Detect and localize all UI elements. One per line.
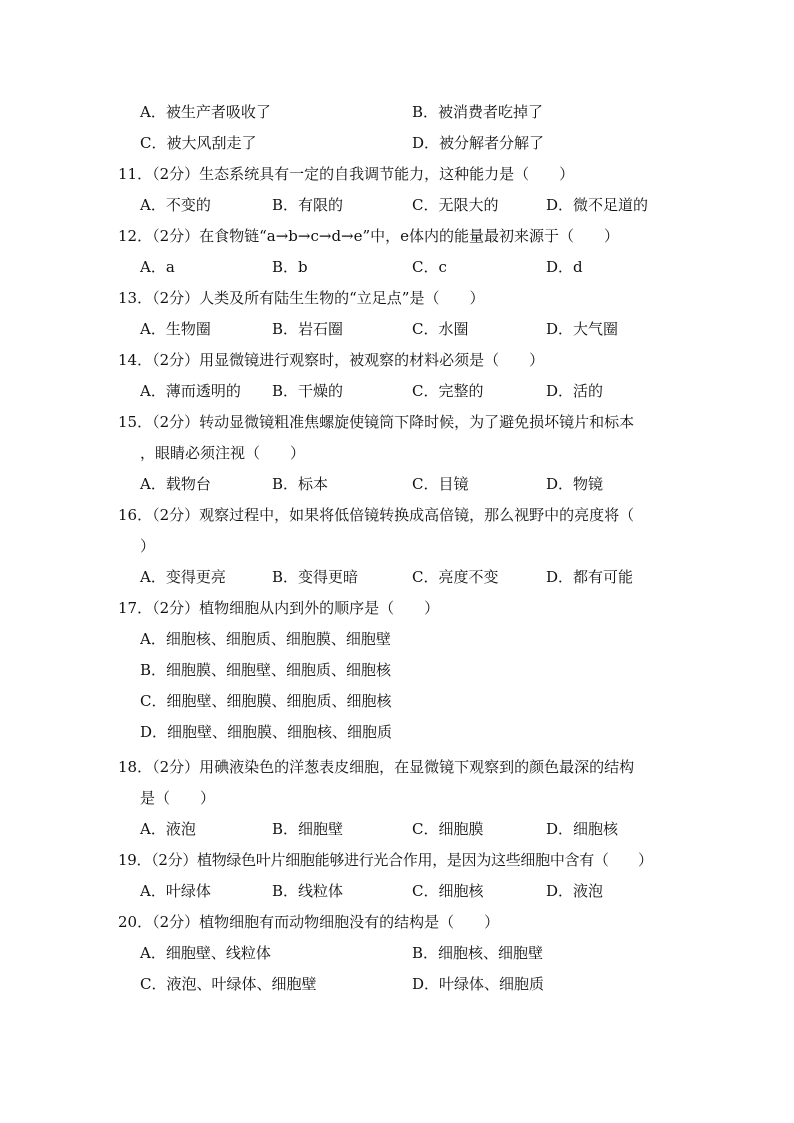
q13-stem-line [0,286,794,310]
q18-option-b: B．细胞壁 [272,820,344,838]
q16-stem-cont-line [0,534,794,558]
q12-stem: 12．（2分）在食物链“a→b→c→d→e”中，e体内的能量最初来源于（ ） [118,227,620,245]
q20-stem: 20．（2分）植物细胞有而动物细胞没有的结构是（ ） [118,913,500,931]
q17-stem-line [0,596,794,620]
q18-option-a: A．液泡 [140,820,196,838]
q19-option-d: D．液泡 [546,882,604,900]
q13-option-d: D．大气圈 [546,320,619,338]
q16-option-b: B．变得更暗 [272,568,359,586]
q16-stem-cont: ） [140,537,156,555]
q18-stem-cont: 是（ ） [140,789,216,807]
q12-stem-line [0,224,794,248]
q13-option-b: B．岩石圈 [272,320,344,338]
q14-options [0,379,794,403]
q12-option-d: D．d [546,258,583,276]
q20-option-c: C．液泡、叶绿体、细胞壁 [140,975,317,993]
q10-option-b: B．被消费者吃掉了 [412,103,544,121]
q20-option-d: D．叶绿体、细胞质 [412,975,545,993]
q11-stem: 11．（2分）生态系统具有一定的自我调节能力，这种能力是（ ） [118,165,575,183]
q18-options [0,817,794,841]
q16-options [0,565,794,589]
q15-stem-line [0,410,794,434]
q17-stem: 17．（2分）植物细胞从内到外的顺序是（ ） [118,599,440,617]
q12-option-c: C．c [412,258,447,276]
q14-option-d: D．活的 [546,382,604,400]
q18-stem: 18．（2分）用碘液染色的洋葱表皮细胞，在显微镜下观察到的颜色最深的结构 [118,758,635,776]
q20-options-row-1 [0,941,794,965]
q10-options-row-1 [0,100,794,124]
q18-option-d: D．细胞核 [546,820,619,838]
q14-stem-line [0,348,794,372]
q14-stem: 14．（2分）用显微镜进行观察时，被观察的材料必须是（ ） [118,351,545,369]
q15-stem: 15．（2分）转动显微镜粗准焦螺旋使镜筒下降时候，为了避免损坏镜片和标本 [118,413,635,431]
q11-options [0,193,794,217]
q17-option-a: A．细胞核、细胞质、细胞膜、细胞壁 [140,630,391,648]
q11-stem-line [0,162,794,186]
q16-option-a: A．变得更亮 [140,568,226,586]
q17-option-d-line [0,720,794,744]
q15-option-d: D．物镜 [546,475,604,493]
q15-option-b: B．标本 [272,475,329,493]
q17-option-b-line [0,658,794,682]
q14-option-a: A．薄而透明的 [140,382,241,400]
q13-stem: 13．（2分）人类及所有陆生生物的“立足点”是（ ） [118,289,485,307]
q18-option-c: C．细胞膜 [412,820,484,838]
q15-options [0,472,794,496]
q18-stem-line [0,755,794,779]
q20-option-b: B．细胞核、细胞壁 [412,944,544,962]
q12-option-a: A．a [140,258,175,276]
q12-options [0,255,794,279]
q15-stem-cont-line [0,441,794,465]
q11-option-a: A．不变的 [140,196,211,214]
q14-option-b: B．干燥的 [272,382,344,400]
q17-option-c: C．细胞壁、细胞膜、细胞质、细胞核 [140,692,392,710]
q10-options-row-2 [0,131,794,155]
q15-option-a: A．载物台 [140,475,211,493]
q12-option-b: B．b [272,258,308,276]
q11-option-d: D．微不足道的 [546,196,649,214]
q17-option-a-line [0,627,794,651]
q20-stem-line [0,910,794,934]
q18-stem-cont-line [0,786,794,810]
q19-option-a: A．叶绿体 [140,882,211,900]
q16-option-d: D．都有可能 [546,568,634,586]
q15-option-c: C．目镜 [412,475,469,493]
q20-options-row-2 [0,972,794,996]
q16-stem-line [0,503,794,527]
q13-option-a: A．生物圈 [140,320,211,338]
q10-option-a: A．被生产者吸收了 [140,103,271,121]
q16-stem: 16．（2分）观察过程中，如果将低倍镜转换成高倍镜，那么视野中的亮度将（ [118,506,635,524]
q14-option-c: C．完整的 [412,382,484,400]
q17-option-b: B．细胞膜、细胞壁、细胞质、细胞核 [140,661,392,679]
q19-option-c: C．细胞核 [412,882,484,900]
q10-option-c: C．被大风刮走了 [140,134,257,152]
q11-option-b: B．有限的 [272,196,344,214]
q13-options [0,317,794,341]
q16-option-c: C．亮度不变 [412,568,499,586]
q19-stem: 19．（2分）植物绿色叶片细胞能够进行光合作用，是因为这些细胞中含有（ ） [118,851,653,869]
q17-option-c-line [0,689,794,713]
q13-option-c: C．水圈 [412,320,469,338]
q19-options [0,879,794,903]
q20-option-a: A．细胞壁、线粒体 [140,944,271,962]
q19-option-b: B．线粒体 [272,882,344,900]
q17-option-d: D．细胞壁、细胞膜、细胞核、细胞质 [140,723,393,741]
q10-option-d: D．被分解者分解了 [412,134,545,152]
q15-stem-cont: ，眼睛必须注视（ ） [140,444,306,462]
q11-option-c: C．无限大的 [412,196,499,214]
q19-stem-line [0,848,794,872]
